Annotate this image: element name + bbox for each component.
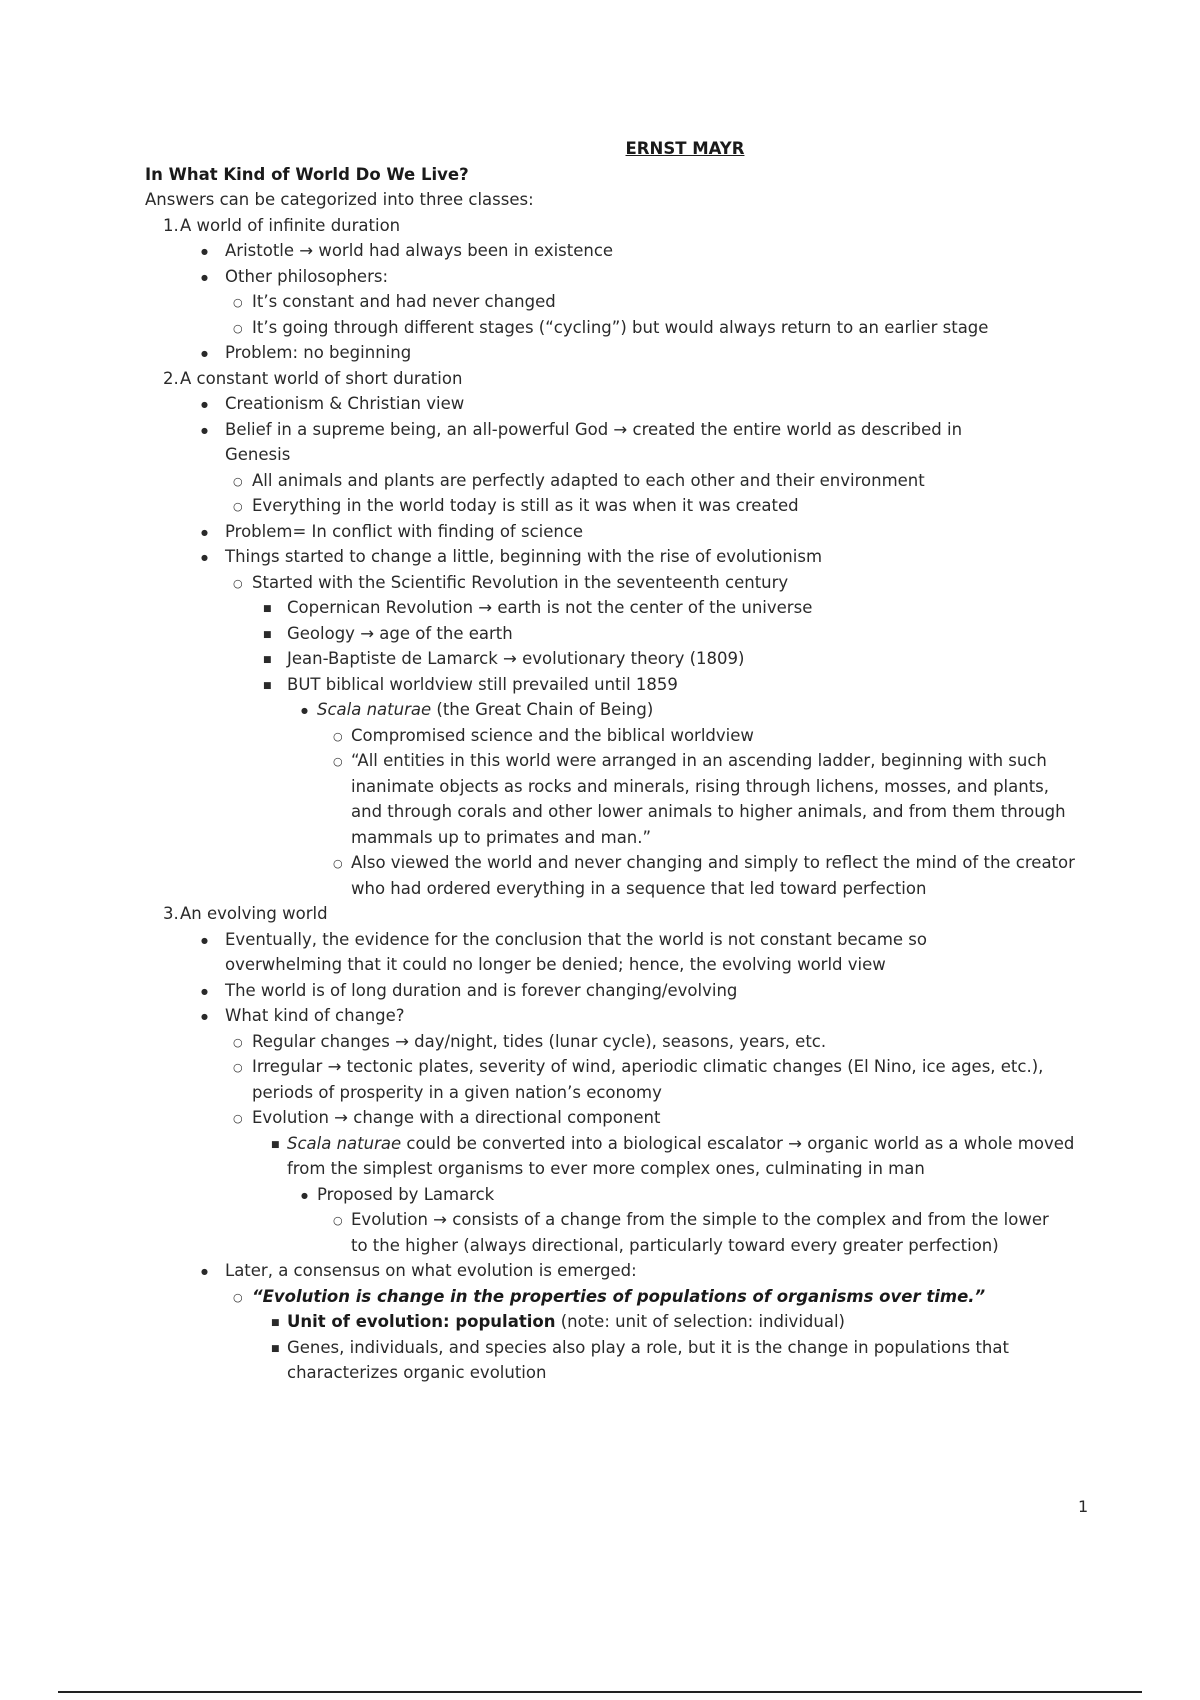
circle-bullet-icon xyxy=(233,493,243,521)
bullet-dot-icon xyxy=(301,697,308,726)
circle-bullet-icon xyxy=(233,570,243,598)
bullet-text: Creationism & Christian view xyxy=(225,394,465,413)
bullet-text: Problem= In conflict with finding of science xyxy=(225,521,584,541)
document-title: ERNST MAYR xyxy=(625,139,745,158)
footer-divider xyxy=(58,1691,1142,1693)
circle-bullet-icon xyxy=(233,1054,243,1082)
square-bullet-text: Geology → age of the earth xyxy=(287,623,513,643)
list-item-2-text: A constant world of short duration xyxy=(180,368,463,388)
list-number-3: 3. xyxy=(163,904,179,923)
bullet-dot-icon xyxy=(301,1182,308,1211)
square-bullet-text: could be converted into a biological escalator → organic world as a whole moved from the simplest organisms to ever more complex ones, culminating in man xyxy=(287,1133,1075,1178)
square-bullet-text: Copernican Revolution → earth is not the center of the universe xyxy=(287,598,813,617)
square-bullet-item xyxy=(145,1131,1085,1182)
sub-bullet-item xyxy=(145,493,1085,519)
square-bullet-text: (note: unit of selection: individual) xyxy=(555,1312,845,1331)
bullet-dot-icon xyxy=(201,391,208,420)
square-bullet-text: Jean-Baptiste de Lamarck → evolutionary theory (1809) xyxy=(287,649,745,668)
italic-term: Scala naturae xyxy=(317,700,432,719)
list-item-1 xyxy=(145,213,1085,239)
bullet-item xyxy=(145,238,1085,264)
page-number: 1 xyxy=(1078,1497,1089,1516)
list-number-1: 1. xyxy=(163,215,179,235)
square-bullet-item xyxy=(145,1335,1085,1386)
sub-bullet-text: Irregular → tectonic plates, severity of wind, aperiodic climatic changes (El Nino, ice ages, etc.), periods of prosperity in a given nation’s economy xyxy=(252,1057,1044,1102)
list-number-2: 2. xyxy=(163,368,179,388)
sub-bullet-text: Started with the Scientific Revolution in the seventeenth century xyxy=(252,572,789,592)
bullet-dot-icon xyxy=(201,417,208,446)
square-bullet-item xyxy=(145,646,1085,672)
square-bullet-item xyxy=(145,595,1085,621)
circle-bullet-icon xyxy=(233,1284,243,1312)
sub-bullet-text: It’s constant and had never changed xyxy=(252,292,556,311)
bullet-item xyxy=(145,1258,1085,1284)
circle-bullet-icon xyxy=(333,1207,343,1235)
square-bullet-item xyxy=(145,1309,1085,1335)
sub-bullet-item xyxy=(145,1054,1085,1105)
bullet-text: (the Great Chain of Being) xyxy=(431,700,654,719)
sub-bullet-item xyxy=(145,289,1085,315)
list-item-3-text: An evolving world xyxy=(180,904,328,923)
circle-bullet-item xyxy=(145,850,1085,901)
bullet-item xyxy=(145,340,1085,366)
definition-quote: “Evolution is change in the properties of populations of organisms over time.” xyxy=(252,1286,986,1306)
bullet-dot-icon xyxy=(201,544,208,573)
bullet-dot-icon xyxy=(201,978,208,1007)
quote-text: “All entities in this world were arranged in an ascending ladder, beginning with such inanimate objects as rocks and minerals, rising through lichens, mosses, and plants, and through corals and other lower animals to higher animals, and from them through mammals up to primates and man.” xyxy=(351,751,1066,847)
bullet-item xyxy=(145,978,1085,1004)
document-body xyxy=(145,136,1085,1386)
square-bullet-item xyxy=(145,672,1085,698)
circle-bullet-icon xyxy=(233,468,243,496)
bullet-dot-icon xyxy=(201,1258,208,1287)
sub-bullet-item xyxy=(145,1105,1085,1131)
bullet-item xyxy=(145,544,1085,570)
dot-bullet-item xyxy=(145,1182,1085,1208)
bullet-dot-icon xyxy=(201,340,208,369)
circle-bullet-icon xyxy=(333,748,343,776)
circle-bullet-item xyxy=(145,1207,1085,1258)
bullet-dot-icon xyxy=(201,264,208,293)
bullet-item xyxy=(145,417,1085,468)
sub-bullet-item xyxy=(145,315,1085,341)
bullet-item xyxy=(145,927,1085,978)
section-heading: In What Kind of World Do We Live? xyxy=(145,164,469,184)
square-bullet-text: Genes, individuals, and species also play a role, but it is the change in populations that characterizes organic evolution xyxy=(287,1337,1009,1382)
circle-bullet-item xyxy=(145,723,1085,749)
bullet-text: Proposed by Lamarck xyxy=(317,1184,495,1204)
sub-bullet-text: All animals and plants are perfectly adapted to each other and their environment xyxy=(252,470,925,490)
bullet-text: Belief in a supreme being, an all-powerful God → created the entire world as described in Genesis xyxy=(225,419,963,464)
square-bullet-text: BUT biblical worldview still prevailed until 1859 xyxy=(287,674,678,694)
bullet-item xyxy=(145,264,1085,290)
circle-bullet-icon xyxy=(233,315,243,343)
bullet-text: Later, a consensus on what evolution is emerged: xyxy=(225,1261,637,1280)
sub-bullet-text: Also viewed the world and never changing and simply to reflect the mind of the creator who had ordered everything in a sequence that led toward perfection xyxy=(351,853,1075,898)
italic-term: Scala naturae xyxy=(287,1133,402,1153)
sub-bullet-text: Everything in the world today is still as it was when it was created xyxy=(252,496,799,515)
list-item-3 xyxy=(145,901,1085,927)
bullet-dot-icon xyxy=(201,238,208,267)
sub-bullet-item xyxy=(145,1029,1085,1055)
bullet-text: Things started to change a little, beginning with the rise of evolutionism xyxy=(225,547,823,566)
square-bullet-icon xyxy=(271,1335,280,1365)
dot-bullet-item xyxy=(145,697,1085,723)
bold-term: Unit of evolution: population xyxy=(287,1312,556,1331)
circle-bullet-icon xyxy=(233,1105,243,1133)
sub-bullet-text: Evolution → consists of a change from the simple to the complex and from the lower to the higher (always directional, particularly toward every greater perfection) xyxy=(351,1210,1049,1255)
bullet-dot-icon xyxy=(201,927,208,956)
circle-bullet-icon xyxy=(333,723,343,751)
sub-bullet-item xyxy=(145,570,1085,596)
bullet-text: Eventually, the evidence for the conclusion that the world is not constant became so overwhelming that it could no longer be denied; hence, the evolving world view xyxy=(225,929,927,974)
circle-bullet-icon xyxy=(233,1029,243,1057)
list-item-1-text: A world of infinite duration xyxy=(180,215,401,235)
sub-bullet-item xyxy=(145,1284,1085,1310)
intro-text: Answers can be categorized into three classes: xyxy=(145,190,534,209)
sub-bullet-text: Regular changes → day/night, tides (lunar cycle), seasons, years, etc. xyxy=(252,1031,827,1051)
bullet-dot-icon xyxy=(201,1003,208,1032)
list-item-2 xyxy=(145,366,1085,392)
bullet-text: Other philosophers: xyxy=(225,266,389,286)
circle-bullet-icon xyxy=(333,850,343,878)
bullet-item xyxy=(145,519,1085,545)
sub-bullet-text: It’s going through different stages (“cycling”) but would always return to an earlier stage xyxy=(252,317,989,337)
sub-bullet-item xyxy=(145,468,1085,494)
square-bullet-item xyxy=(145,621,1085,647)
bullet-text: Problem: no beginning xyxy=(225,343,412,362)
circle-bullet-item xyxy=(145,748,1085,850)
sub-bullet-text: Evolution → change with a directional component xyxy=(252,1108,661,1127)
square-bullet-icon xyxy=(271,1131,280,1161)
sub-bullet-text: Compromised science and the biblical worldview xyxy=(351,725,754,745)
bullet-dot-icon xyxy=(201,519,208,548)
bullet-text: What kind of change? xyxy=(225,1006,405,1025)
bullet-item xyxy=(145,391,1085,417)
circle-bullet-icon xyxy=(233,289,243,317)
bullet-text: Aristotle → world had always been in existence xyxy=(225,241,614,260)
bullet-text: The world is of long duration and is forever changing/evolving xyxy=(225,980,738,1000)
bullet-item xyxy=(145,1003,1085,1029)
